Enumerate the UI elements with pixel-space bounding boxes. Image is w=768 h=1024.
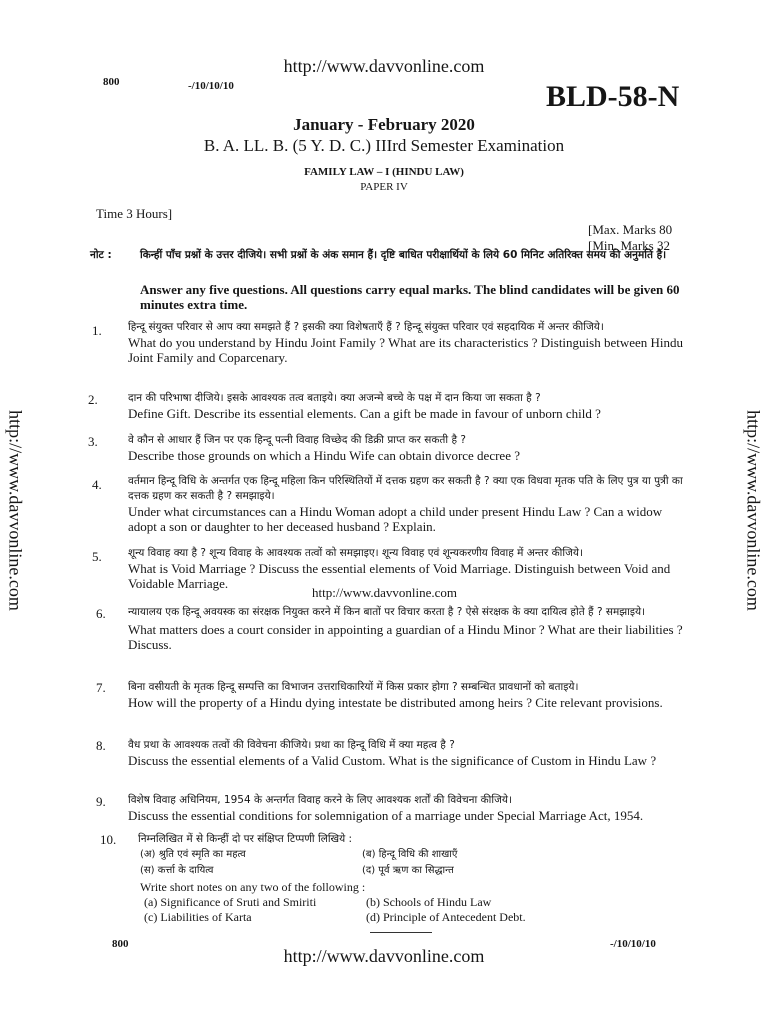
question-10-english: Write short notes on any two of the following : — [140, 880, 366, 894]
time-allowed: Time 3 Hours] — [96, 206, 173, 221]
question-english: What is Void Marriage ? Discuss the essential elements of Void Marriage. Distinguish between Void and Voidable Marriage. — [128, 561, 671, 591]
q10-english-option-a: (a) Significance of Sruti and Smiriti — [144, 895, 317, 909]
q10-hindi-option-a: (अ) श्रुति एवं स्मृति का महत्व — [140, 849, 246, 860]
bottom-site-url[interactable]: http://www.davvonline.com — [283, 946, 485, 966]
question-english: Under what circumstances can a Hindu Woman adopt a child under present Hindu Law ? Can a widow adopt a son or daughter to her deceased husband ? Explain. — [128, 504, 663, 534]
q10-english-option-b: (b) Schools of Hindu Law — [366, 895, 492, 909]
question-4 — [128, 474, 684, 534]
question-hindi: विशेष विवाह अधिनियम, 1954 के अन्तर्गत विवाह करने के लिए आवश्यक शर्तों की विवेचना कीजिये। — [128, 794, 512, 806]
question-9 — [128, 793, 684, 823]
exam-session: January - February 2020 — [293, 115, 475, 134]
question-hindi: वर्तमान हिन्दू विधि के अन्तर्गत एक हिन्दू महिला किन परिस्थितियों में दत्तक ग्रहण कर सकती है ? क्या एक विधवा मृतक पति के लिए पुत्र या पुत्री का दत्तक ग्रहण कर सकती है ? समझाइये। — [128, 475, 683, 502]
paper-number: PAPER IV — [360, 181, 408, 193]
question-english: What matters does a court consider in appointing a guardian of a Hindu Minor ? What are their liabilities ? Discuss. — [128, 622, 683, 652]
question-number: 5. — [92, 549, 102, 564]
footer-left-code: 800 — [112, 938, 129, 950]
question-english: Define Gift. Describe its essential elements. Can a gift be made in favour of unborn child ? — [128, 406, 601, 421]
question-number: 8. — [96, 738, 106, 753]
question-hindi: वैध प्रथा के आवश्यक तत्वों की विवेचना कीजिये। प्रथा का हिन्दू विधि में क्या महत्व है ? — [128, 739, 455, 751]
question-number: 3. — [88, 434, 98, 449]
question-7 — [128, 680, 684, 710]
question-hindi: न्यायालय एक हिन्दू अवयस्क का संरक्षक नियुक्त करने में किन बातों पर विचार करता है ? ऐसे संरक्षक के क्या दायित्व होते हैं ? समझाइये। — [128, 606, 646, 618]
header-left-code: 800 — [103, 76, 120, 88]
question-hindi: दान की परिभाषा दीजिये। इसके आवश्यक तत्व बताइये। क्या अजन्मे बच्चे के पक्ष में दान किया जा सकता है ? — [128, 392, 541, 404]
question-8 — [128, 738, 684, 768]
question-number: 10. — [100, 832, 117, 847]
note-label: नोट : — [90, 249, 112, 261]
max-marks: [Max. Marks 80 — [588, 222, 673, 237]
subject-title: FAMILY LAW – I (HINDU LAW) — [304, 166, 464, 178]
header-date-code: -/10/10/10 — [188, 80, 234, 92]
question-number: 7. — [96, 680, 106, 695]
q10-hindi-option-c: (स) कर्त्ता के दायित्व — [140, 865, 214, 876]
end-rule — [370, 932, 432, 933]
note-hindi: किन्हीं पाँच प्रश्नों के उत्तर दीजिये। सभी प्रश्नों के अंक समान हैं। दृष्टि बाधित परीक्षार्थियों के लिये 60 मिनिट अतिरिक्त समय की अनुमति है। — [140, 249, 667, 261]
question-english: Discuss the essential conditions for solemnigation of a marriage under Special Marriage Act, 1954. — [128, 808, 644, 823]
question-number: 4. — [92, 477, 102, 492]
question-english: Describe those grounds on which a Hindu Wife can obtain divorce decree ? — [128, 448, 520, 463]
q10-english-option-d: (d) Principle of Antecedent Debt. — [366, 910, 526, 924]
question-english: What do you understand by Hindu Joint Family ? What are its characteristics ? Distinguish between Hindu Joint Family and Coparcenary. — [128, 335, 684, 365]
inline-site-url[interactable]: http://www.davvonline.com — [312, 585, 458, 600]
question-hindi: शून्य विवाह क्या है ? शून्य विवाह के आवश्यक तत्वों को समझाइए। शून्य विवाह एवं शून्यकरणीय विवाह में अन्तर कीजिये। — [128, 547, 583, 559]
q10-english-option-c: (c) Liabilities of Karta — [144, 910, 252, 924]
top-site-url[interactable]: http://www.davvonline.com — [283, 56, 485, 76]
left-side-url[interactable]: http://www.davvonline.com — [5, 410, 26, 611]
question-2 — [128, 391, 684, 421]
question-hindi: बिना वसीयती के मृतक हिन्दू सम्पत्ति का विभाजन उत्तराधिकारियों में किस प्रकार होगा ? सम्बन्धित प्रावधानों को बताइये। — [128, 681, 579, 693]
question-number: 9. — [96, 794, 106, 809]
q10-hindi-option-d: (द) पूर्व ऋण का सिद्धान्त — [362, 865, 454, 876]
question-10-hindi: निम्नलिखित में से किन्हीं दो पर संक्षिप्त टिप्पणी लिखिये : — [138, 833, 353, 845]
question-english: Discuss the essential elements of a Valid Custom. What is the significance of Custom in Hindu Law ? — [128, 753, 657, 768]
question-3 — [128, 433, 684, 463]
question-1 — [128, 320, 684, 365]
min-marks: [Min. Marks 32 — [588, 238, 670, 253]
question-number: 1. — [92, 323, 102, 338]
question-hindi: वे कौन से आधार हैं जिन पर एक हिन्दू पत्नी विवाह विच्छेद की डिक्री प्राप्त कर सकती है ? — [128, 434, 466, 446]
question-number: 6. — [96, 606, 106, 621]
right-side-url[interactable]: http://www.davvonline.com — [743, 410, 764, 611]
exam-title: B. A. LL. B. (5 Y. D. C.) IIIrd Semester Examination — [203, 136, 565, 155]
paper-code: BLD-58-N — [546, 80, 680, 113]
footer-date-code: -/10/10/10 — [610, 938, 656, 950]
q10-hindi-option-b: (ब) हिन्दू विधि की शाखाएँ — [362, 849, 458, 860]
question-6 — [128, 605, 684, 652]
note-english: Answer any five questions. All questions carry equal marks. The blind candidates will be given 60 minutes extra time. — [140, 282, 680, 312]
question-english: How will the property of a Hindu dying intestate be distributed among heirs ? Cite relevant provisions. — [128, 695, 663, 710]
question-hindi: हिन्दू संयुक्त परिवार से आप क्या समझते हैं ? इसकी क्या विशेषताएँ हैं ? हिन्दू संयुक्त परिवार एवं सहदायिक में अन्तर कीजिये। — [128, 321, 604, 333]
question-number: 2. — [88, 392, 98, 407]
